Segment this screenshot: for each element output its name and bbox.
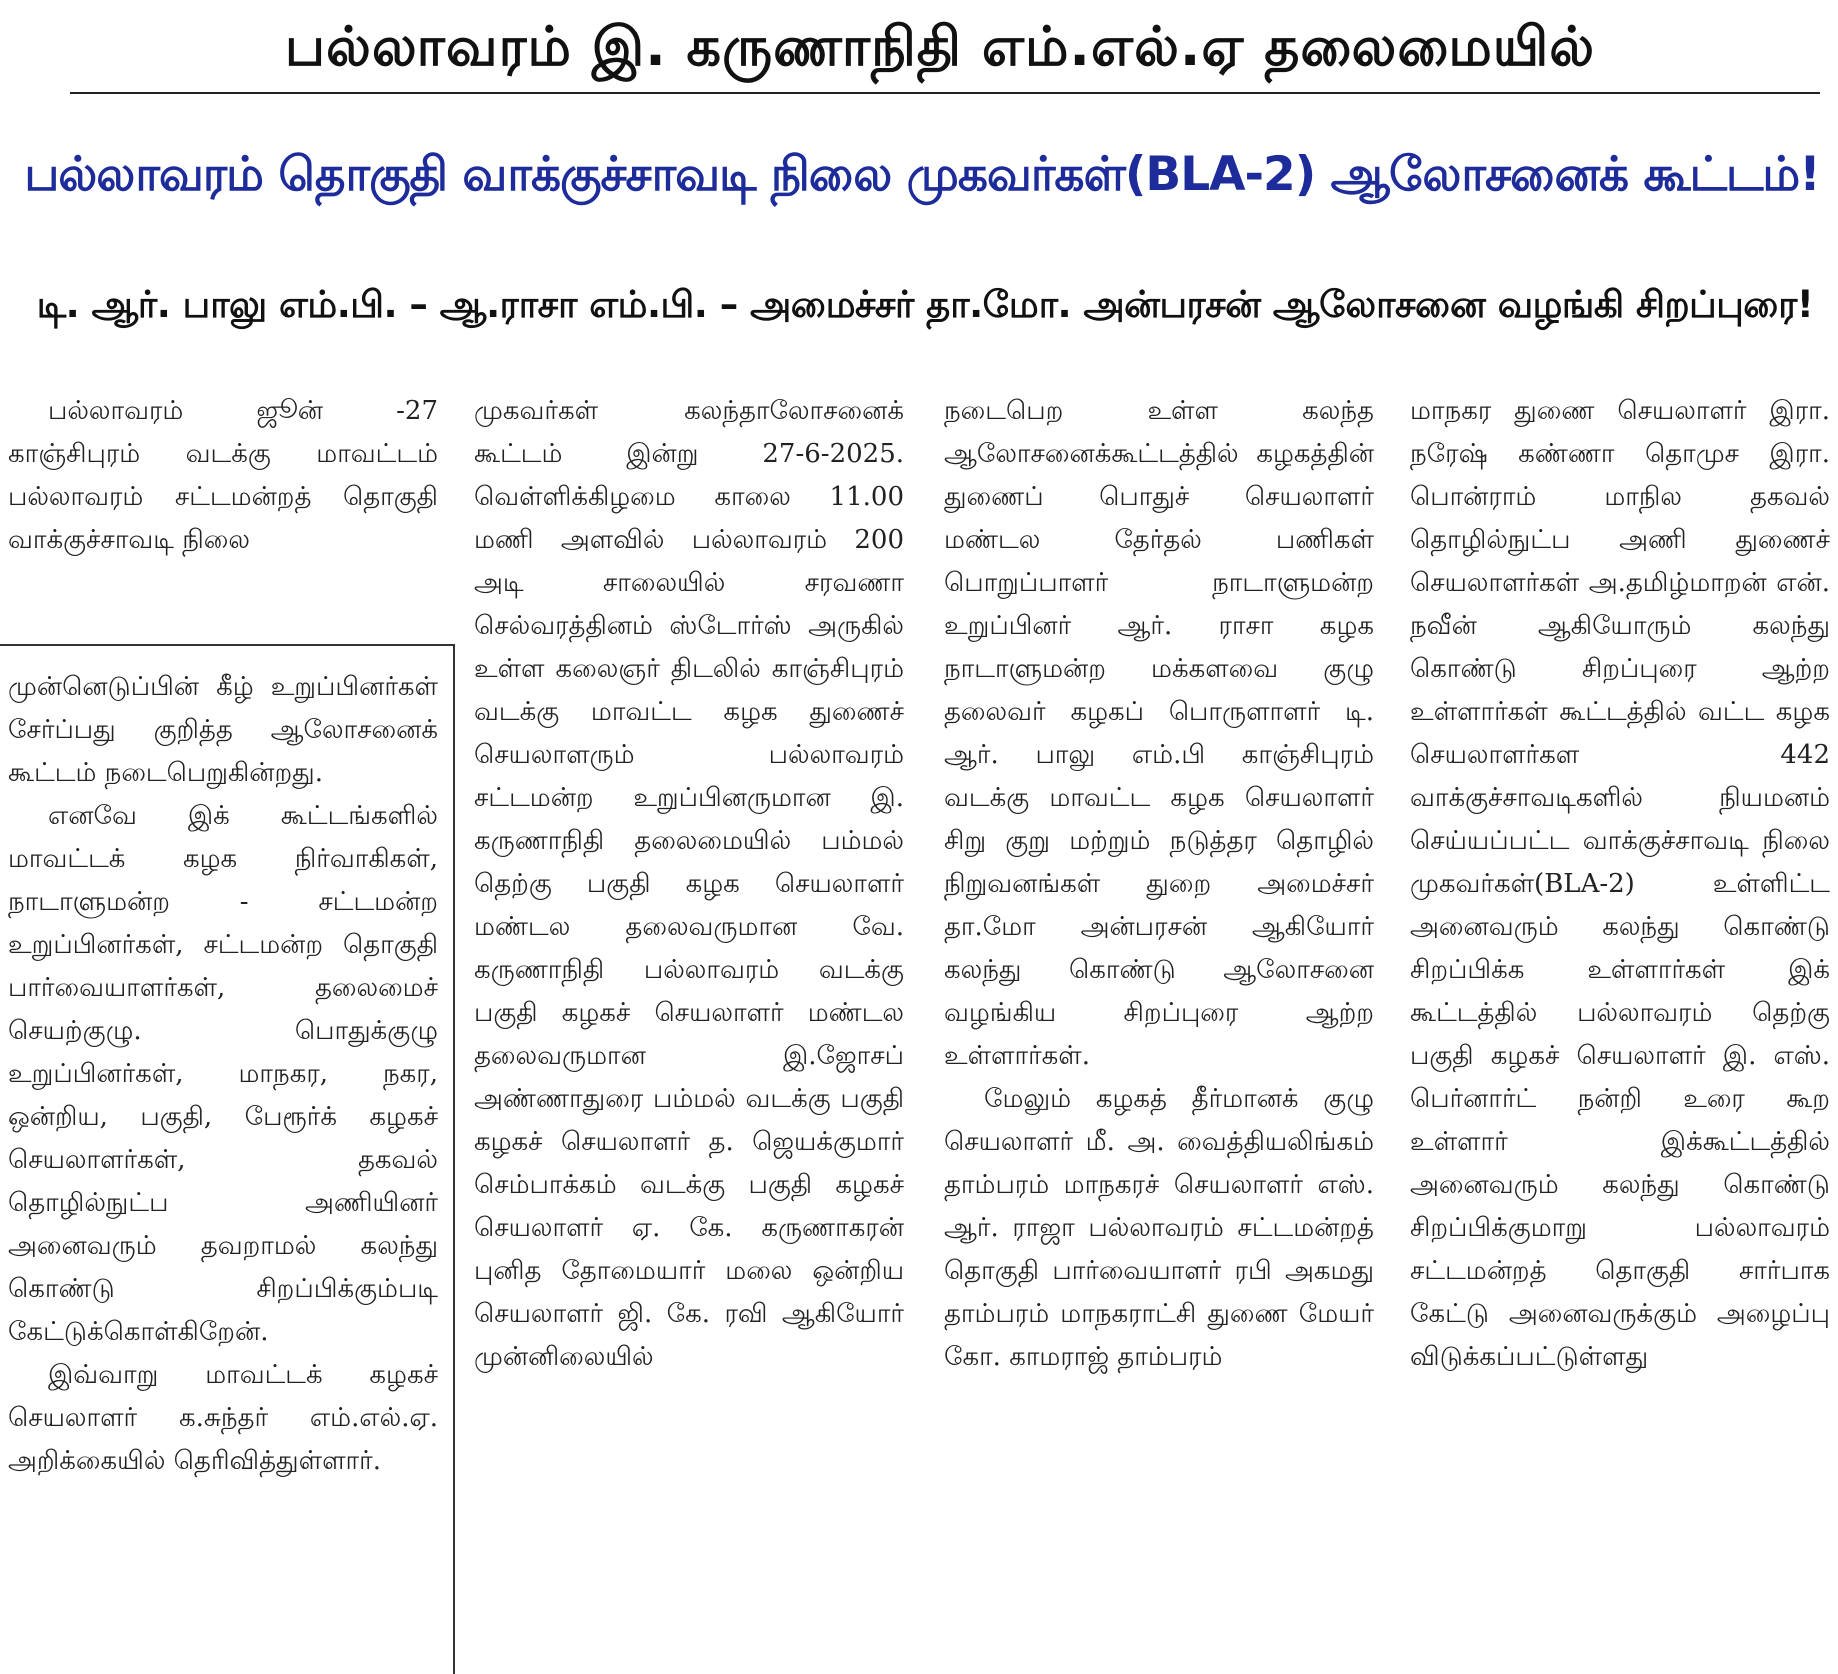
sub-headline: டி. ஆர். பாலு எம்.பி. – ஆ.ராசா எம்.பி. – அமைச்சர் தா.மோ. அன்பரசன் ஆலோசனை வழங்கி சிறப்புரை! bbox=[36, 283, 1814, 326]
article-column-1-box bbox=[8, 666, 438, 1483]
paragraph: நடைபெற உள்ள கலந்த ஆலோசனைக்கூட்டத்தில் கழகத்தின் துணைப் பொதுச் செயலாளர் மண்டல தேர்தல் பணிகள் பொறுப்பாளர் நாடாளுமன்ற உறுப்பினர் ஆர். ராசா கழக நாடாளுமன்ற மக்களவை குழு தலைவர் கழகப் பொருளாளர் டி. ஆர். பாலு எம்.பி காஞ்சிபுரம் வடக்கு மாவட்ட கழக செயலாளர் சிறு குறு மற்றும் நடுத்தர தொழில் நிறுவனங்கள் துறை அமைச்சர் தா.மோ அன்பரசன் ஆகியோர் கலந்து கொண்டு ஆலோசனை வழங்கிய சிறப்புரை ஆற்ற உள்ளார்கள். bbox=[944, 396, 1374, 1071]
article-column-2 bbox=[474, 390, 904, 1379]
article-column-3 bbox=[944, 390, 1374, 1379]
box-border-right bbox=[453, 644, 455, 1674]
main-headline: பல்லாவரம் தொகுதி வாக்குச்சாவடி நிலை முகவர்கள்(BLA-2) ஆலோசனைக் கூட்டம்! bbox=[24, 147, 1820, 202]
article-column-1-top bbox=[8, 390, 438, 562]
paragraph: இவ்வாறு மாவட்டக் கழகச் செயலாளர் க.சுந்தர் எம்.எல்.ஏ. அறிக்கையில் தெரிவித்துள்ளார். bbox=[8, 1360, 438, 1476]
paragraph: முன்னெடுப்பின் கீழ் உறுப்பினர்கள் சேர்ப்பது குறித்த ஆலோசனைக் கூட்டம் நடைபெறுகின்றது. bbox=[8, 672, 438, 788]
paragraph: பல்லாவரம் ஜூன் -27 காஞ்சிபுரம் வடக்கு மாவட்டம் பல்லாவரம் சட்டமன்றத் தொகுதி வாக்குச்சாவடி நிலை bbox=[8, 396, 438, 555]
box-border-top bbox=[0, 644, 455, 646]
paragraph: எனவே இக் கூட்டங்களில் மாவட்டக் கழக நிர்வாகிகள், நாடாளுமன்ற - சட்டமன்ற உறுப்பினர்கள், சட்டமன்ற தொகுதி பார்வையாளர்கள், தலைமைச் செயற்குழு. பொதுக்குழு உறுப்பினர்கள், மாநகர, நகர, ஒன்றிய, பகுதி, பேரூர்க் கழகச் செயலாளர்கள், தகவல் தொழில்நுட்ப அணியினர் அனைவரும் தவறாமல் கலந்து கொண்டு சிறப்பிக்கும்படி கேட்டுக்கொள்கிறேன். bbox=[8, 801, 438, 1347]
paragraph: மாநகர துணை செயலாளர் இரா. நரேஷ் கண்ணா தொமுச இரா. பொன்ராம் மாநில தகவல் தொழில்நுட்ப அணி துணைச் செயலாளர்கள் அ.தமிழ்மாறன் என். நவீன் ஆகியோரும் கலந்து கொண்டு சிறப்புரை ஆற்ற உள்ளார்கள் கூட்டத்தில் வட்ட கழக செயலாளர்கள 442 வாக்குச்சாவடிகளில் நியமனம் செய்யப்பட்ட வாக்குச்சாவடி நிலை முகவர்கள்(BLA-2) உள்ளிட்ட அனைவரும் கலந்து கொண்டு சிறப்பிக்க உள்ளார்கள் இக் கூட்டத்தில் பல்லாவரம் தெற்கு பகுதி கழகச் செயலாளர் இ. எஸ். பெர்னார்ட் நன்றி உரை கூற உள்ளார் இக்கூட்டத்தில் அனைவரும் கலந்து கொண்டு சிறப்பிக்குமாறு பல்லாவரம் சட்டமன்றத் தொகுதி சார்பாக கேட்டு அனைவருக்கும் அழைப்பு விடுக்கப்பட்டுள்ளது bbox=[1410, 396, 1830, 1372]
kicker-headline: பல்லாவரம் இ. கருணாநிதி எம்.எல்.ஏ தலைமையில் bbox=[284, 15, 1596, 78]
paragraph: முகவர்கள் கலந்தாலோசனைக் கூட்டம் இன்று 27-6-2025. வெள்ளிக்கிழமை காலை 11.00 மணி அளவில் பல்லாவரம் 200 அடி சாலையில் சரவணா செல்வரத்தினம் ஸ்டோர்ஸ் அருகில் உள்ள கலைஞர் திடலில் காஞ்சிபுரம் வடக்கு மாவட்ட கழக துணைச் செயலாளரும் பல்லாவரம் சட்டமன்ற உறுப்பினருமான இ. கருணாநிதி தலைமையில் பம்மல் தெற்கு பகுதி கழக செயலாளர் மண்டல தலைவருமான வே. கருணாநிதி பல்லாவரம் வடக்கு பகுதி கழகச் செயலாளர் மண்டல தலைவருமான இ.ஜோசப் அண்ணாதுரை பம்மல் வடக்கு பகுதி கழகச் செயலாளர் த. ஜெயக்குமார் செம்பாக்கம் வடக்கு பகுதி கழகச் செயலாளர் ஏ. கே. கருணாகரன் புனித தோமையார் மலை ஒன்றிய செயலாளர் ஜி. கே. ரவி ஆகியோர் முன்னிலையில் bbox=[474, 396, 904, 1372]
article-column-4 bbox=[1410, 390, 1830, 1379]
headline-divider bbox=[70, 92, 1820, 94]
paragraph: மேலும் கழகத் தீர்மானக் குழு செயலாளர் மீ. அ. வைத்தியலிங்கம் தாம்பரம் மாநகரச் செயலாளர் எஸ். ஆர். ராஜா பல்லாவரம் சட்டமன்றத் தொகுதி பார்வையாளர் ரபி அகமது தாம்பரம் மாநகராட்சி துணை மேயர் கோ. காமராஜ் தாம்பரம் bbox=[944, 1084, 1374, 1372]
